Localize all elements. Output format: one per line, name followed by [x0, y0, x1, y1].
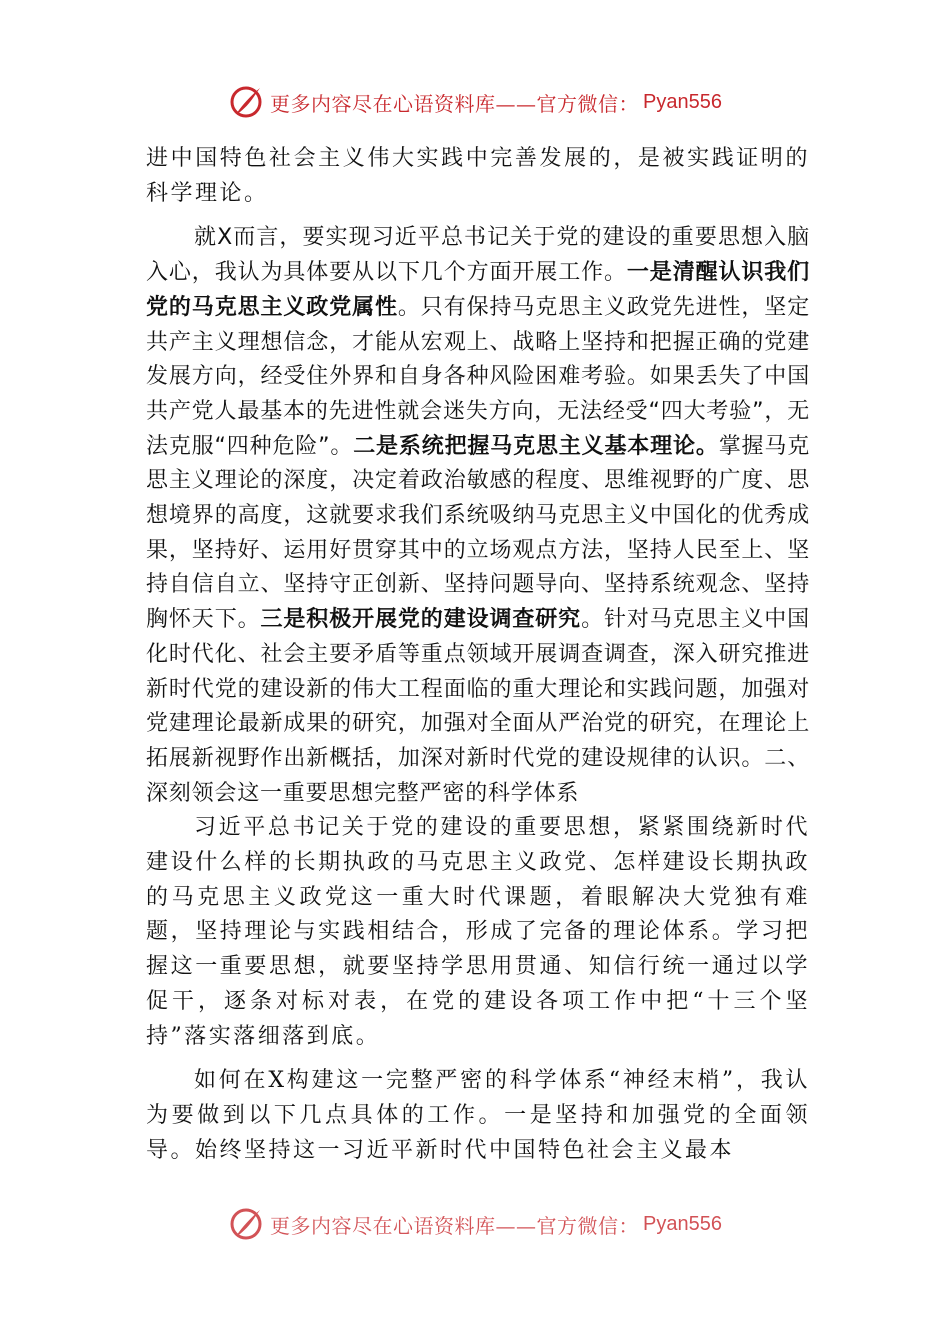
quill-logo-icon [228, 84, 264, 120]
paragraph-theory-system: 习近平总书记关于党的建设的重要思想，紧紧围绕新时代建设什么样的长期执政的马克思主义政党、怎样建设长期执政的马克思主义政党这一重大时代课题，着眼解决大党独有难题，坚持理论与实践相结合，形成了完备的理论体系。学习把握这一重要思想，就要坚持学思用贯通、知信行统一通过以学促干，逐条对标对表，在党的建设各项工作中把“十三个坚持”落实落细落到底。 [146, 815, 810, 1049]
p2-point-three-text: 。针对马克思主义中国化时代化、社会主要矛盾等重点领域开展调查调查，深入研究推进新时代党的建设新的伟大工程面临的重大理论和实践问题，加强对党建理论最新成果的研究，加强对全面从严治党的研究，在理论上拓展新视野作出新概括，加深对新时代党的建设规律的认识。二、深刻领会这一重要思想完整严密的科学体系 [146, 607, 810, 806]
header-site-text: 更多内容尽在心语资料库——官方微信： [270, 91, 640, 116]
p2-intro: 就X而言，要实现习近平总书记关于党的建设的重要思想入脑入心，我认为具体要从以下几个方面开展工作。 [146, 225, 810, 286]
paragraph-implementation: 如何在X构建这一完整严密的科学体系“神经末梢”，我认为要做到以下几点具体的工作。一是坚持和加强党的全面领导。始终坚持这一习近平新时代中国特色社会主义最本 [146, 1068, 810, 1163]
paragraph-work-plan [146, 221, 810, 811]
header-wechat-id: Pyan556 [643, 90, 722, 113]
watermark-header [0, 82, 950, 122]
p2-point-two-text: 掌握马克思主义理论的深度，决定着政治敏感的程度、思维视野的广度、思想境界的高度，这就要求我们系统吸纳马克思主义中国化的优秀成果，坚持好、运用好贯穿其中的立场观点方法，坚持人民至上、坚持自信自立、坚持守正创新、坚持问题导向、坚持系统观念、坚持胸怀天下。 [146, 433, 811, 633]
watermark-footer [0, 1204, 950, 1244]
document-body [146, 142, 810, 1168]
quill-logo-icon [228, 1206, 264, 1242]
footer-wechat-id: Pyan556 [643, 1212, 722, 1235]
p2-point-three: 三是积极开展党的建设调查研究 [260, 607, 582, 633]
p2-point-one-text: 。只有保持马克思主义政党先进性，坚定共产主义理想信念，才能从宏观上、战略上坚持和把握正确的党建发展方向，经受住外界和自身各种风险困难考验。如果丢失了中国共产党人最基本的先进性就会迷失方向，无法经受“四大考验”，无法克服“四种危险”。 [146, 294, 810, 459]
p2-point-two: 二是系统把握马克思主义基本理论。 [353, 433, 719, 459]
p2-point-one: 一是清醒认识我们党的马克思主义政党属性 [146, 260, 810, 320]
paragraph-continuation: 进中国特色社会主义伟大实践中完善发展的，是被实践证明的科学理论。 [146, 146, 810, 206]
footer-site-text: 更多内容尽在心语资料库——官方微信： [270, 1213, 640, 1238]
